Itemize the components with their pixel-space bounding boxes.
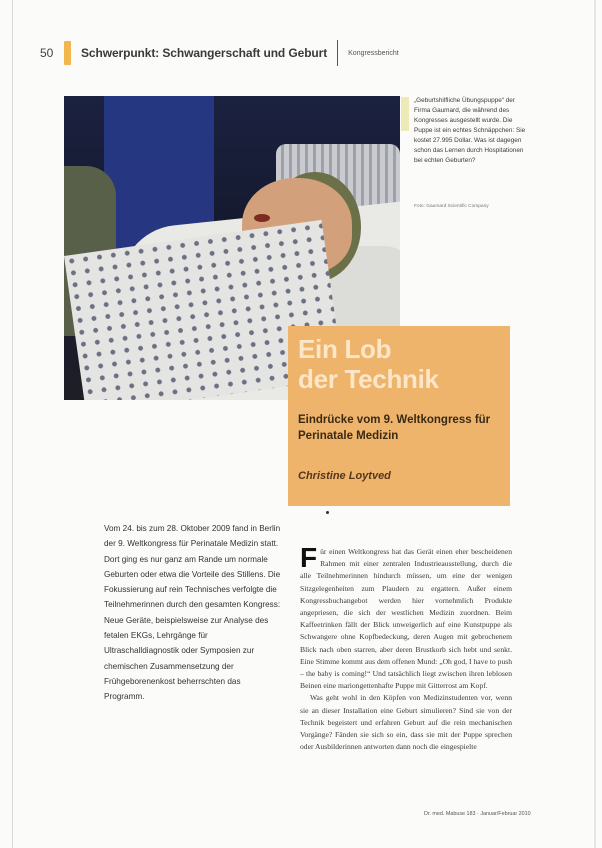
article-title bbox=[298, 334, 439, 394]
page-edge-left bbox=[12, 0, 13, 848]
body-paragraph-1-text: ür einen Weltkongress hat das Gerät einen eher bescheidenen Rahmen mit einer zentralen Industrieausstellung, durch die alle Teilnehmerinnen hindurch müssen, um eine der wenigen Sitzgelegenheiten zum Plaudern zu ergattern. Außer einem Kongressbuchangebot werden hier vornehmlich Produkte angepriesen, die sich der westlichen Medizin zuordnen. Beim Kaffeetrinken fällt der Blick unweigerlich auf eine Kunstpuppe als Schwangere ohne Kopfbedeckung, deren Augen mit gebrochenem Blick nach oben starren, aber deren Brustkorb sich hebt und senkt. Eine Stimme kommt aus dem offenen Mund: „Oh god, I have to push – the baby is coming!“ Und tatsächlich liegt zwischen ihren leblosen Beinen eine mariongettenhafte Puppe mit Gitterrost am Kopf. bbox=[300, 547, 512, 691]
body-column bbox=[300, 542, 512, 753]
article-title-line1: Ein Lob bbox=[298, 334, 392, 364]
body-paragraph-2: Was geht wohl in den Köpfen von Medizinstudenten vor, wenn sie an dieser Installation eine Geburt simulieren? Sind sie von der Technik begeistert und erfahren Geburt auf die rein mechanischen Vorgänge? Fänden sie sich so ein, dass sie mit der Puppe sprechen oder Ausbilderinnen antworten dann noch die eingespielte bbox=[300, 693, 512, 752]
article-title-line2: der Technik bbox=[298, 364, 439, 394]
photo-caption: „Geburtshilfliche Übungspuppe“ der Firma Gaumard, die während des Kongresses ausgestellt wurde. Die Puppe ist ein echtes Schnäppchen: Sie kostet 27.995 Dollar. Was ist dagegen schon das Lernen durch Hospitationen bei echten Geburten? bbox=[414, 97, 526, 164]
decorative-dot bbox=[326, 511, 329, 514]
header-title: Schwerpunkt: Schwangerschaft und Geburt bbox=[81, 46, 328, 60]
article-author: Christine Loytved bbox=[298, 470, 391, 482]
article-subtitle: Eindrücke vom 9. Weltkongress für Perinatale Medizin bbox=[298, 414, 491, 442]
page-footer: Dr. med. Mabuse 183 · Januar/Februar 2010 bbox=[424, 811, 531, 817]
header-divider bbox=[337, 40, 338, 66]
page-edge-right bbox=[594, 0, 596, 848]
header-section: Kongressbericht bbox=[348, 49, 399, 57]
page-number: 50 bbox=[40, 46, 54, 60]
body-paragraph-1 bbox=[300, 542, 512, 692]
drop-cap: F bbox=[300, 542, 318, 573]
caption-tag bbox=[401, 97, 409, 131]
intro-text: Vom 24. bis zum 28. Oktober 2009 fand in Berlin der 9. Weltkongress für Perinatale Medizin statt. Dort ging es nur ganz am Rande um normale Geburten oder etwa die Vorteile des Stillens. Die Fokussierung auf rein Technisches verfolgte die Teilnehmerinnen durch den gesamten Kongress: Neue Geräte, beispielsweise zur Analyse des fetalen EKGs, Lehrgänge für Ultraschalldiagnostik oder Symposien zur chemischen Zusammensetzung der Frühgeborenenkost beherrschten das Programm. bbox=[104, 524, 281, 702]
header-accent-bar bbox=[64, 41, 71, 65]
running-header bbox=[40, 40, 399, 66]
title-box bbox=[288, 326, 510, 506]
photo-credit: Foto: Gaumard Scientific Company bbox=[414, 204, 489, 209]
photo-mannequin-mouth bbox=[254, 214, 270, 222]
